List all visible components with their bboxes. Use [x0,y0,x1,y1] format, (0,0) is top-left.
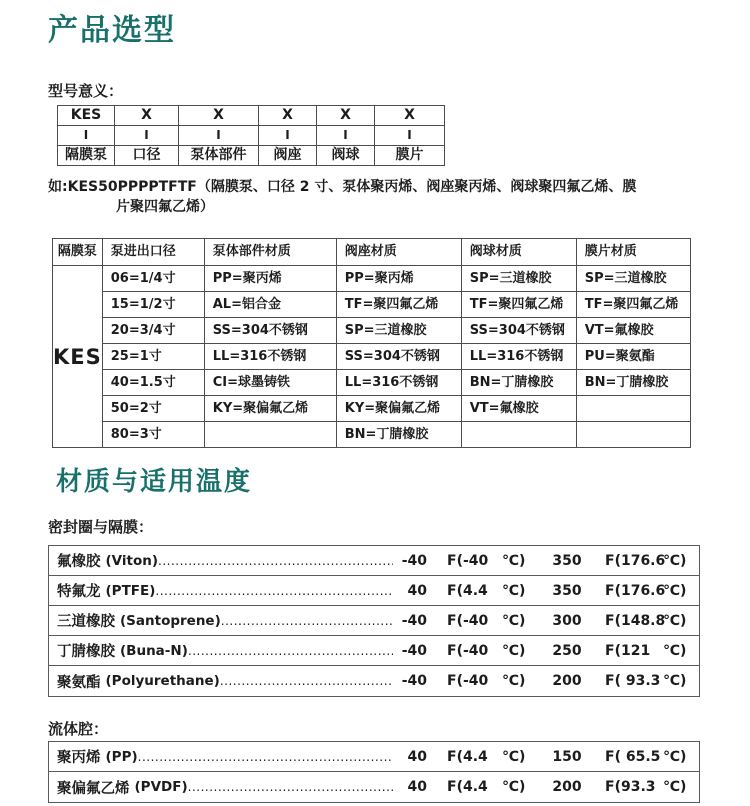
cell-port-size: 50=2寸 [102,396,204,422]
cell-body-material: SS=304不锈钢 [204,318,336,344]
min-temp-c: F(-40 [447,673,489,689]
cell-body-material: CI=球墨铸铁 [204,370,336,396]
dot-leader [188,644,393,658]
table-row [53,422,691,448]
material-name-en: (Buna-N) [120,642,188,659]
seal-diaphragm-label: 密封圈与隔膜： [48,518,154,536]
dot-leader [158,554,393,568]
section-title-material-temperature: 材质与适用温度 [56,467,253,497]
cell-ball-material: SP=三道橡胶 [461,266,576,292]
cell-diaphragm-material: SP=三道橡胶 [576,266,690,292]
table-row [53,292,691,318]
table-row [49,742,699,772]
material-name-en: (Santoprene) [120,612,221,629]
min-temp-unit: ℃) [502,582,526,599]
cell-body-material: PP=聚丙烯 [204,266,336,292]
cell-diaphragm-material [576,422,690,448]
material-name: 聚偏氟乙烯 [57,780,130,797]
model-code-row-pipes [58,126,445,146]
min-temp-unit: ℃) [502,552,526,569]
material-name: 聚丙烯 [57,750,101,766]
model-code-cell: I [115,126,179,146]
min-temp-unit: ℃) [502,612,526,629]
cell-seat-material: TF=聚四氟乙烯 [336,292,461,318]
max-temp-c: F(176.6 [605,552,666,569]
selection-header-diaphragm-material: 膜片材质 [576,239,690,266]
min-temp-unit: ℃) [502,779,526,795]
table-row [49,606,699,636]
min-temp-unit: ℃) [502,748,526,765]
min-temp-f: -40 [401,612,427,629]
cell-diaphragm-material: VT=氟橡胶 [576,318,690,344]
material-name: 三道橡胶 [57,614,115,630]
max-temp-c: F(121 [605,642,651,659]
min-temp-f: 40 [407,582,427,599]
max-temp-f: 200 [552,673,582,689]
min-temp-unit: ℃) [502,673,526,689]
max-temp-f: 350 [552,552,582,569]
min-temp-f: 40 [407,779,427,795]
min-temp-c: F(4.4 [447,582,488,599]
cell-port-size: 15=1/2寸 [102,292,204,318]
model-code-cell: X [317,106,375,126]
max-temp-unit: ℃) [663,552,687,569]
max-temp-c: F( 93.3 [605,673,661,689]
material-name: 聚氨酯 [57,674,101,691]
selection-header-ball-material: 阀球材质 [461,239,576,266]
fluid-temperature-table [48,741,700,803]
cell-body-material: KY=聚偏氟乙烯 [204,396,336,422]
model-code-cell: X [179,106,259,126]
material-selection-table [52,238,691,448]
cell-port-size: 20=3/4寸 [102,318,204,344]
min-temp-unit: ℃) [502,642,526,659]
cell-body-material: LL=316不锈钢 [204,344,336,370]
table-row [49,636,699,666]
material-name-en: (Polyurethane) [105,673,220,689]
cell-diaphragm-material: BN=丁腈橡胶 [576,370,690,396]
dot-leader [155,584,393,598]
model-code-row-meanings [58,146,445,166]
dot-leader [138,750,393,764]
model-code-cell: I [317,126,375,146]
cell-ball-material: VT=氟橡胶 [461,396,576,422]
max-temp-f: 300 [552,612,582,629]
model-code-cell: 膜片 [375,146,445,166]
table-row [53,370,691,396]
max-temp-f: 200 [552,779,582,795]
max-temp-unit: ℃) [663,779,687,795]
min-temp-c: F(-40 [447,642,489,659]
cell-port-size: 06=1/4寸 [102,266,204,292]
model-code-row-codes [58,106,445,126]
model-example-line1: 如:KES50PPPPTFTF（隔膜泵、口径 2 寸、泵体聚丙烯、阀座聚丙烯、阀球聚四氟乙烯、膜 [48,179,637,195]
selection-header-seat-material: 阀座材质 [336,239,461,266]
max-temp-c: F(176.6 [605,582,666,599]
selection-header-body-material: 泵体部件材质 [204,239,336,266]
table-row [49,546,699,576]
selection-header-pump: 隔膜泵 [53,239,103,266]
brand-cell: KES [53,266,103,448]
cell-seat-material: KY=聚偏氟乙烯 [336,396,461,422]
model-code-cell: I [58,126,115,146]
model-code-cell: 阀球 [317,146,375,166]
model-code-cell: 隔膜泵 [58,146,115,166]
model-example-text [48,177,750,217]
cell-ball-material [461,422,576,448]
material-name: 氟橡胶 [57,554,101,570]
material-name: 丁腈橡胶 [57,644,115,660]
cell-ball-material: SS=304不锈钢 [461,318,576,344]
max-temp-unit: ℃) [663,612,687,629]
model-code-cell: 阀座 [259,146,317,166]
min-temp-c: F(-40 [447,612,489,629]
max-temp-c: F( 65.5 [605,748,661,765]
selection-header-row [53,239,691,266]
cell-seat-material: SP=三道橡胶 [336,318,461,344]
material-name-en: (PVDF) [134,779,188,795]
model-code-cell: I [259,126,317,146]
cell-port-size: 25=1寸 [102,344,204,370]
cell-ball-material: BN=丁腈橡胶 [461,370,576,396]
min-temp-c: F(4.4 [447,748,488,765]
max-temp-unit: ℃) [663,748,687,765]
cell-seat-material: LL=316不锈钢 [336,370,461,396]
min-temp-c: F(-40 [447,552,489,569]
max-temp-c: F(93.3 [605,779,656,795]
model-code-cell: I [375,126,445,146]
min-temp-c: F(4.4 [447,779,488,795]
model-code-cell: 泵体部件 [179,146,259,166]
table-row [53,266,691,292]
table-row [49,576,699,606]
model-code-cell: X [375,106,445,126]
material-name-en: (PP) [105,748,138,765]
material-name: 特氟龙 [57,584,101,600]
max-temp-unit: ℃) [663,673,687,689]
cell-seat-material: PP=聚丙烯 [336,266,461,292]
cell-seat-material: SS=304不锈钢 [336,344,461,370]
min-temp-f: 40 [407,748,427,765]
model-code-cell: I [179,126,259,146]
min-temp-f: -40 [401,642,427,659]
max-temp-f: 250 [552,642,582,659]
cell-diaphragm-material: PU=聚氨酯 [576,344,690,370]
dot-leader [220,674,393,688]
min-temp-f: -40 [401,673,427,689]
material-name-en: (PTFE) [105,582,156,599]
dot-leader [188,780,393,794]
table-row [53,396,691,422]
model-meaning-label: 型号意义： [48,82,124,100]
cell-port-size: 40=1.5寸 [102,370,204,396]
cell-diaphragm-material: TF=聚四氟乙烯 [576,292,690,318]
min-temp-f: -40 [401,552,427,569]
cell-body-material: AL=铝合金 [204,292,336,318]
cell-ball-material: LL=316不锈钢 [461,344,576,370]
dot-leader [221,614,393,628]
cell-body-material [204,422,336,448]
max-temp-f: 150 [552,748,582,765]
table-row [53,344,691,370]
model-code-cell: 口径 [115,146,179,166]
model-code-cell: X [259,106,317,126]
cell-seat-material: BN=丁腈橡胶 [336,422,461,448]
model-example-line2: 片聚四氟乙烯） [116,199,214,215]
cell-diaphragm-material [576,396,690,422]
model-code-cell: KES [58,106,115,126]
table-row [49,666,699,696]
material-name-en: (Viton) [105,552,159,569]
selection-header-port-size: 泵进出口径 [102,239,204,266]
max-temp-c: F(148.8 [605,612,666,629]
model-code-cell: X [115,106,179,126]
model-code-table [57,105,445,166]
table-row [49,772,699,802]
seal-temperature-table [48,545,700,697]
fluid-chamber-label: 流体腔： [48,720,109,738]
max-temp-f: 350 [552,582,582,599]
cell-port-size: 80=3寸 [102,422,204,448]
cell-ball-material: TF=聚四氟乙烯 [461,292,576,318]
max-temp-unit: ℃) [663,642,687,659]
table-row [53,318,691,344]
max-temp-unit: ℃) [663,582,687,599]
section-title-product-selection: 产品选型 [48,13,176,48]
